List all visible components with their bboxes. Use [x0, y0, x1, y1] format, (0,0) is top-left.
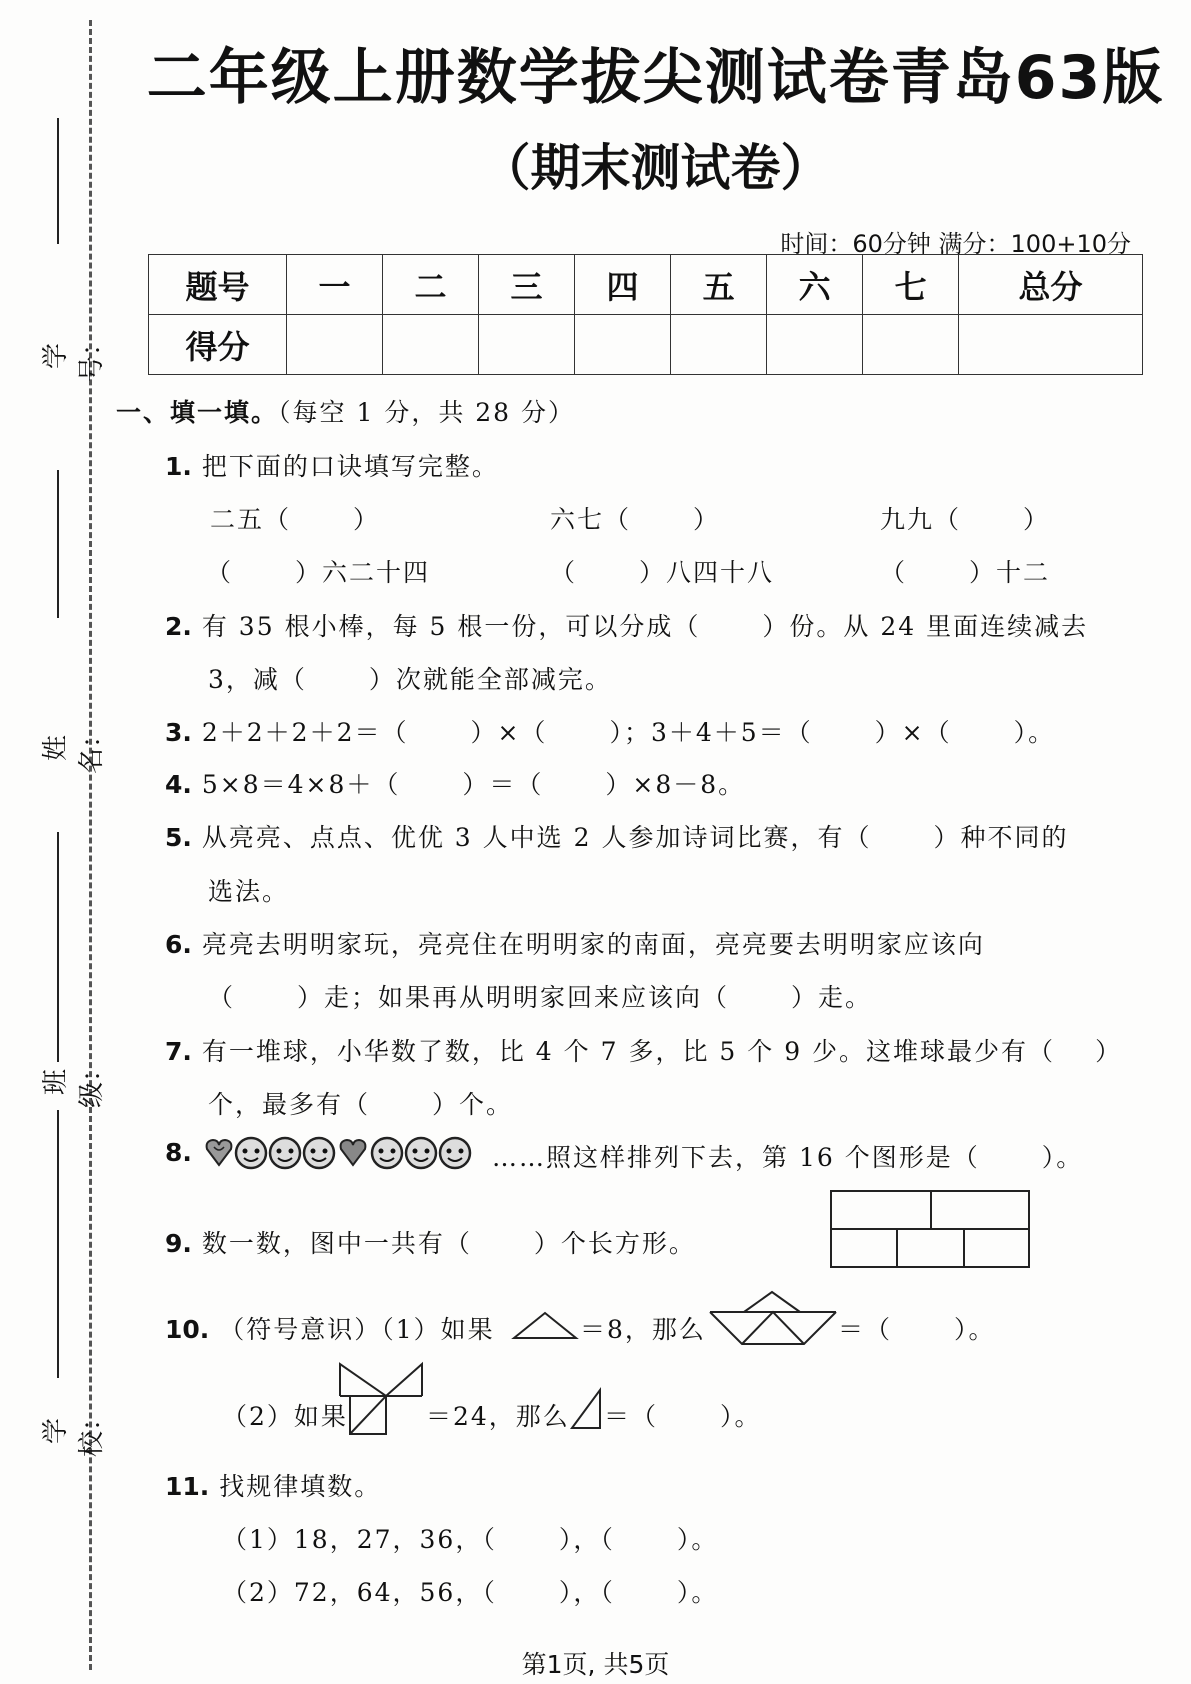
student-id-line[interactable]	[57, 118, 59, 244]
smiley-icon	[270, 1138, 300, 1168]
question-text: ）走；如果再从明明家回来应该向（	[297, 983, 730, 1012]
question-text: ），（	[558, 1578, 615, 1607]
question-text: ）种不同的	[933, 823, 1069, 852]
section-points: （每空 1 分，共 28 分）	[278, 398, 576, 427]
question-text: ）个长方形。	[533, 1229, 696, 1258]
prompt: ）	[693, 505, 721, 534]
prompt: 九九（	[880, 505, 962, 534]
header-cell: 六	[767, 255, 863, 315]
header-cell: 一	[287, 255, 383, 315]
question-4	[165, 765, 745, 801]
question-10-text	[426, 1397, 570, 1433]
prompt: （	[880, 558, 908, 587]
question-8	[165, 1138, 192, 1167]
header-cell: 五	[671, 255, 767, 315]
question-9	[165, 1224, 696, 1260]
question-text: ）。	[954, 1315, 996, 1344]
question-number: 2.	[165, 612, 192, 641]
question-text: 2＋2＋2＋2＝（	[201, 718, 409, 747]
header-cell: 四	[575, 255, 671, 315]
question-11	[165, 1467, 381, 1503]
question-5-cont	[208, 872, 289, 908]
boat-shape-icon	[708, 1290, 838, 1350]
sequence-2	[222, 1573, 718, 1609]
triangle-icon	[512, 1310, 578, 1344]
prompt: 二五（	[210, 505, 292, 534]
question-text: ……照这样排列下去，第 16 个图形是（	[492, 1143, 980, 1172]
question-text: （1）18，27，36，（	[222, 1525, 497, 1554]
heart-icon	[341, 1140, 366, 1165]
score-cell[interactable]	[863, 315, 959, 375]
question-text: ），（	[558, 1525, 615, 1554]
name-line[interactable]	[57, 470, 59, 618]
header-cell: 二	[383, 255, 479, 315]
question-text: 把下面的口诀填写完整。	[201, 452, 499, 481]
question-6	[165, 925, 985, 961]
header-cell: 题号	[149, 255, 287, 315]
score-table-header-row	[149, 255, 1143, 315]
section-title: 一、填一填。	[116, 398, 279, 427]
class-label: 班级：	[41, 1056, 107, 1109]
question-6-cont	[208, 978, 872, 1014]
smiley-icon	[372, 1138, 402, 1168]
question-text: ）。	[720, 1402, 762, 1431]
question-text: ＝（	[838, 1315, 893, 1344]
question-text: ）走。	[791, 983, 873, 1012]
question-text: 选法。	[208, 877, 290, 906]
question-text: ＝24，那么	[426, 1402, 570, 1431]
question-text: ）。	[1041, 1143, 1084, 1172]
question-text: ＝（	[604, 1402, 659, 1431]
question-text: 数一数，图中一共有（	[201, 1229, 472, 1258]
question-text: 3，减（	[208, 665, 307, 694]
question-text: （2）72，64，56，（	[222, 1578, 497, 1607]
question-2-cont	[208, 660, 612, 696]
q1-item	[550, 500, 720, 536]
question-text: ）×8－8。	[605, 770, 746, 799]
school-label: 学校：	[41, 1405, 107, 1458]
smiley-icon	[440, 1138, 470, 1168]
question-number: 11.	[165, 1472, 210, 1501]
score-cell[interactable]	[575, 315, 671, 375]
question-10-part2	[222, 1397, 348, 1433]
page-title: 二年级上册数学拔尖测试卷青岛63版	[146, 43, 1165, 113]
question-text: ）。	[1013, 718, 1056, 747]
q1-item	[550, 553, 774, 589]
score-cell[interactable]	[479, 315, 575, 375]
question-number: 8.	[165, 1138, 192, 1167]
smiley-icon	[236, 1138, 266, 1168]
question-10-answer	[838, 1310, 996, 1346]
section-heading	[116, 393, 575, 429]
question-text: 从亮亮、点点、优优 3 人中选 2 人参加诗词比赛，有（	[201, 823, 872, 852]
school-line[interactable]	[57, 1110, 59, 1378]
question-text: ）份。从 24 里面连续减去	[762, 612, 1089, 641]
question-text: ）；3＋4＋5＝（	[609, 718, 813, 747]
question-text: （符号意识）（1）如果	[219, 1315, 495, 1344]
question-8-text	[492, 1138, 1083, 1174]
shape-pattern	[205, 1135, 495, 1171]
prompt: ）	[353, 505, 381, 534]
question-10	[165, 1310, 495, 1346]
question-text: ）个。	[432, 1090, 514, 1119]
smiley-icon	[304, 1138, 334, 1168]
score-cell[interactable]	[287, 315, 383, 375]
prompt: ）六二十四	[295, 558, 431, 587]
question-1	[165, 447, 499, 483]
prompt: ）十二	[969, 558, 1051, 587]
prompt: （	[550, 558, 578, 587]
question-text: 有 35 根小棒，每 5 根一份，可以分成（	[201, 612, 701, 641]
score-cell[interactable]	[383, 315, 479, 375]
question-number: 10.	[165, 1315, 210, 1344]
question-text: ）	[1095, 1037, 1123, 1066]
rectangle-figure	[830, 1190, 1032, 1274]
butterfly-shape-icon	[338, 1362, 424, 1440]
question-number: 3.	[165, 718, 192, 747]
score-cell[interactable]	[671, 315, 767, 375]
question-text: ）。	[676, 1578, 719, 1607]
prompt: ）	[1023, 505, 1051, 534]
question-text: （	[208, 983, 236, 1012]
prompt: （	[206, 558, 234, 587]
question-number: 4.	[165, 770, 192, 799]
question-text: 亮亮去明明家玩，亮亮住在明明家的南面，亮亮要去明明家应该向	[201, 930, 985, 959]
header-cell: 七	[863, 255, 959, 315]
question-text: 有一堆球，小华数了数，比 4 个 7 多，比 5 个 9 少。这堆球最少有（	[201, 1037, 1056, 1066]
question-5	[165, 818, 1068, 854]
question-text: ）。	[676, 1525, 719, 1554]
q1-item	[880, 553, 1050, 589]
score-cell[interactable]	[959, 315, 1143, 375]
question-text: ）×（	[874, 718, 952, 747]
right-triangle-icon	[570, 1388, 602, 1434]
score-table-score-row	[149, 315, 1143, 375]
question-text: ）＝（	[462, 770, 544, 799]
student-id-label: 学号：	[41, 330, 107, 383]
q1-item	[880, 500, 1050, 536]
q1-item	[206, 553, 430, 589]
question-7-cont	[208, 1085, 513, 1121]
question-7	[165, 1032, 1122, 1068]
page-number: 第1页, 共5页	[521, 1650, 670, 1679]
header-cell: 总分	[959, 255, 1143, 315]
class-line[interactable]	[57, 832, 59, 1062]
question-text: ）×（	[470, 718, 548, 747]
question-number: 5.	[165, 823, 192, 852]
question-2	[165, 607, 1088, 643]
question-text: ）次就能全部减完。	[368, 665, 612, 694]
question-number: 6.	[165, 930, 192, 959]
q1-item	[210, 500, 380, 536]
question-text: 个，最多有（	[208, 1090, 371, 1119]
header-cell: 三	[479, 255, 575, 315]
heart-icon	[207, 1140, 232, 1165]
question-number: 7.	[165, 1037, 192, 1066]
score-table	[148, 254, 1143, 375]
sequence-1	[222, 1520, 718, 1556]
page-subtitle: （期末测试卷）	[480, 139, 831, 197]
prompt: ）八四十八	[639, 558, 775, 587]
question-text: （2）如果	[222, 1402, 348, 1431]
question-number: 1.	[165, 452, 192, 481]
question-number: 9.	[165, 1229, 192, 1258]
question-10-answer	[604, 1397, 762, 1433]
question-10-text	[580, 1310, 706, 1346]
score-row-label: 得分	[149, 315, 287, 375]
question-3	[165, 713, 1055, 749]
name-label: 姓名：	[41, 722, 107, 775]
prompt: 六七（	[550, 505, 632, 534]
question-text: 5×8＝4×8＋（	[201, 770, 401, 799]
question-text: 找规律填数。	[219, 1472, 382, 1501]
smiley-icon	[406, 1138, 436, 1168]
question-text: ＝8，那么	[580, 1315, 706, 1344]
exam-meta: 时间：60分钟 满分：100+10分	[780, 230, 1131, 258]
score-cell[interactable]	[767, 315, 863, 375]
